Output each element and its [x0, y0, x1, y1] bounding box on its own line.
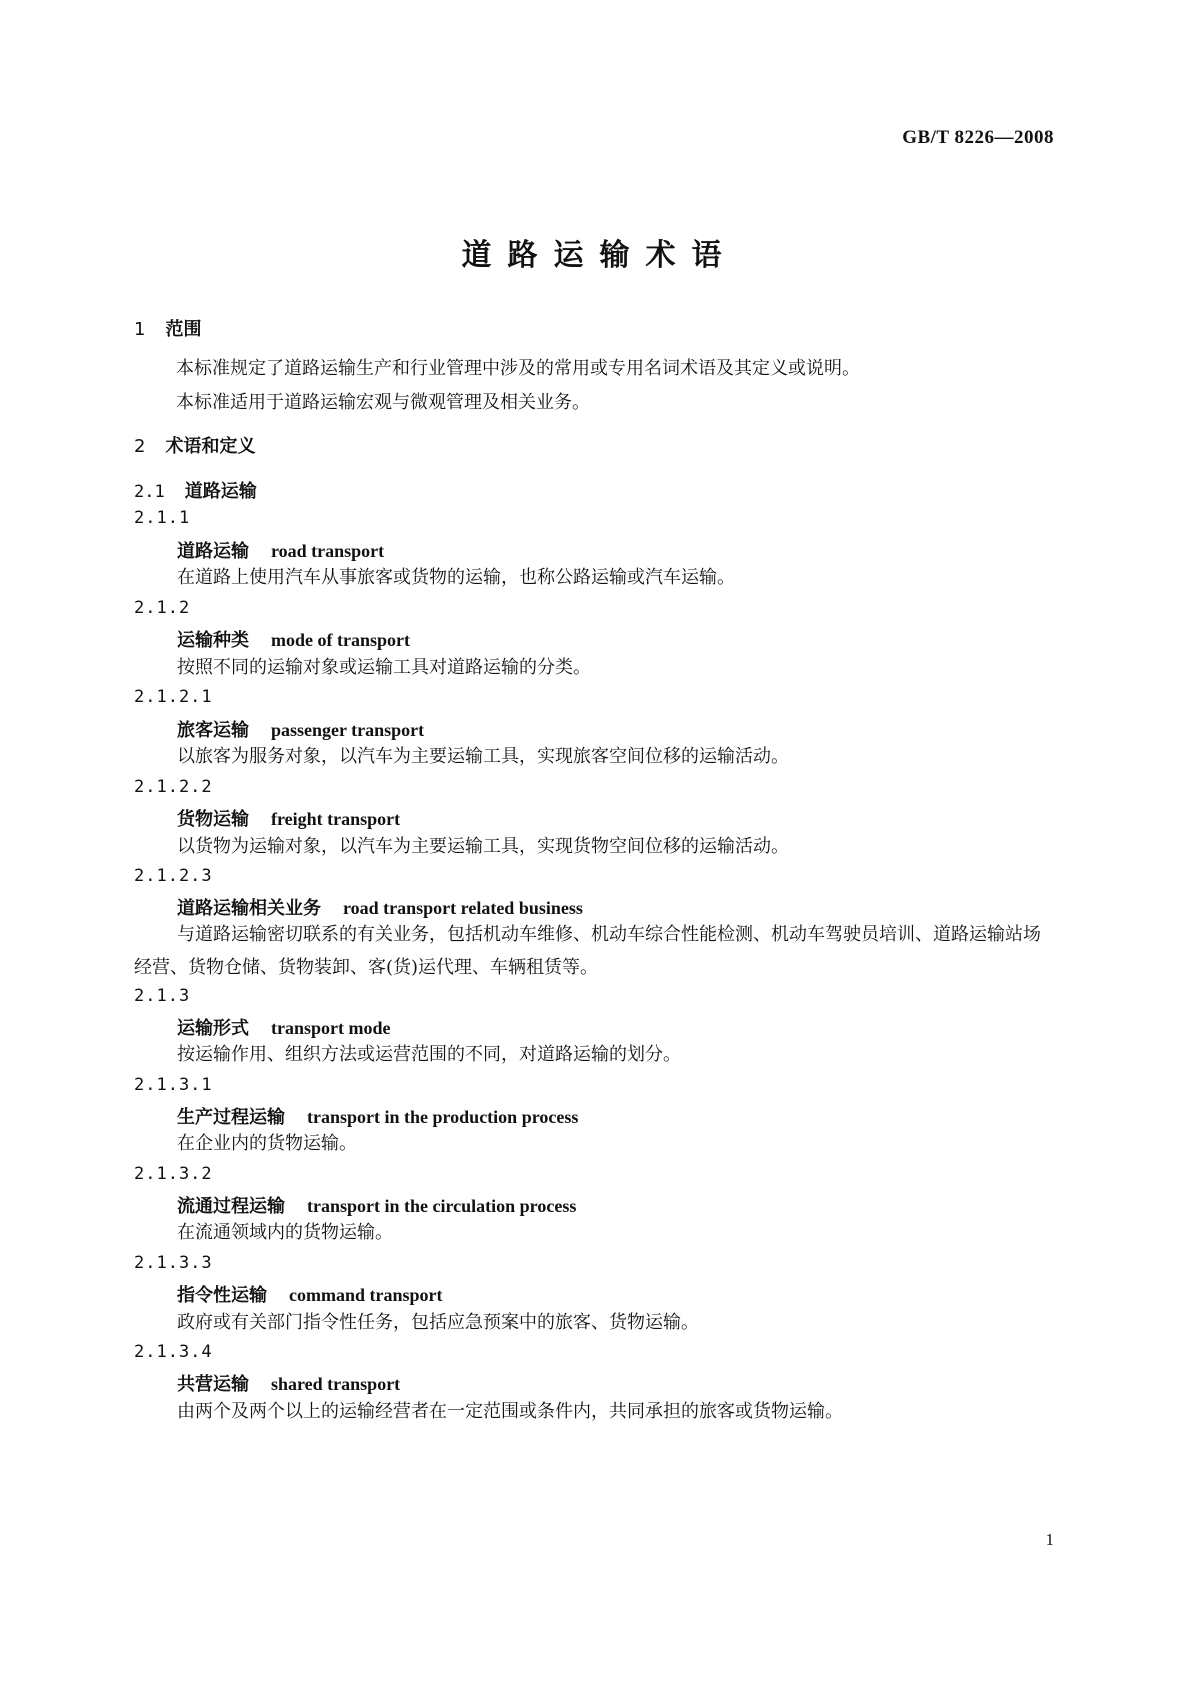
- term-definition: 按运输作用、组织方法或运营范围的不同，对道路运输的划分。: [177, 1044, 681, 1065]
- term-definition: 在企业内的货物运输。: [177, 1133, 357, 1154]
- term-zh: 生产过程运输: [177, 1107, 285, 1128]
- term-heading: [177, 537, 384, 563]
- term-number: 2.1.2.1: [134, 687, 213, 707]
- term-zh: 道路运输相关业务: [177, 898, 321, 919]
- term-en: mode of transport: [271, 630, 410, 650]
- term-zh: 货物运输: [177, 809, 249, 830]
- term-zh: 运输形式: [177, 1018, 249, 1039]
- term-number: 2.1.2.3: [134, 866, 213, 886]
- section-title: 范围: [165, 319, 202, 340]
- term-heading: [177, 716, 424, 742]
- subsection-heading: [134, 477, 257, 503]
- term-en: road transport: [271, 541, 385, 561]
- term-definition: 以旅客为服务对象，以汽车为主要运输工具，实现旅客空间位移的运输活动。: [177, 746, 789, 767]
- section-title: 术语和定义: [165, 436, 256, 457]
- term-number: 2.1.3.1: [134, 1075, 213, 1095]
- term-en: shared transport: [271, 1374, 401, 1394]
- term-zh: 旅客运输: [177, 720, 249, 741]
- term-en: transport in the production process: [307, 1107, 579, 1127]
- section-heading-scope: [134, 315, 201, 341]
- term-number: 2.1.2.2: [134, 777, 213, 797]
- term-heading: [177, 1281, 443, 1307]
- term-definition: 按照不同的运输对象或运输工具对道路运输的分类。: [177, 657, 591, 678]
- term-heading: [177, 1014, 391, 1040]
- term-en: freight transport: [271, 809, 401, 829]
- term-definition: 与道路运输密切联系的有关业务，包括机动车维修、机动车综合性能检测、机动车驾驶员培训、道路运输站场经营、货物仓储、货物装卸、客(货)运代理、车辆租赁等。: [134, 924, 1041, 978]
- term-zh: 道路运输: [177, 541, 249, 562]
- section-heading-terms: [134, 432, 255, 458]
- subsection-number: 2.1: [134, 482, 165, 502]
- term-zh: 运输种类: [177, 630, 249, 651]
- term-heading: [177, 1103, 578, 1129]
- page-number: 1: [1045, 1530, 1054, 1549]
- term-heading: [177, 626, 410, 652]
- scope-paragraph-2: 本标准适用于道路运输宏观与微观管理及相关业务。: [176, 392, 590, 413]
- term-definition: 在流通领域内的货物运输。: [177, 1222, 393, 1243]
- scope-paragraph-1: 本标准规定了道路运输生产和行业管理中涉及的常用或专用名词术语及其定义或说明。: [176, 358, 860, 379]
- term-zh: 流通过程运输: [177, 1196, 285, 1217]
- term-en: road transport related business: [343, 898, 583, 918]
- term-heading: [177, 894, 583, 920]
- standard-number: GB/T 8226—2008: [902, 127, 1054, 148]
- term-number: 2.1.3.4: [134, 1342, 213, 1362]
- document-title: 道路运输术语: [461, 238, 738, 273]
- section-number: 2: [134, 436, 146, 457]
- term-number: 2.1.3.2: [134, 1164, 213, 1184]
- term-heading: [177, 805, 400, 831]
- term-number: 2.1.1: [134, 508, 191, 528]
- term-definition: 在道路上使用汽车从事旅客或货物的运输，也称公路运输或汽车运输。: [177, 567, 735, 588]
- term-zh: 指令性运输: [177, 1285, 267, 1306]
- term-en: command transport: [289, 1285, 443, 1305]
- term-heading: [177, 1370, 400, 1396]
- term-zh: 共营运输: [177, 1374, 249, 1395]
- term-definition: 政府或有关部门指令性任务，包括应急预案中的旅客、货物运输。: [177, 1312, 699, 1333]
- term-en: transport in the circulation process: [307, 1196, 577, 1216]
- section-number: 1: [134, 319, 146, 340]
- term-en: passenger transport: [271, 720, 425, 740]
- term-number: 2.1.2: [134, 598, 191, 618]
- term-definition: 以货物为运输对象，以汽车为主要运输工具，实现货物空间位移的运输活动。: [177, 836, 789, 857]
- subsection-title: 道路运输: [184, 481, 257, 502]
- term-heading: [177, 1192, 576, 1218]
- term-number: 2.1.3.3: [134, 1253, 213, 1273]
- term-en: transport mode: [271, 1018, 391, 1038]
- term-definition: 由两个及两个以上的运输经营者在一定范围或条件内，共同承担的旅客或货物运输。: [177, 1401, 843, 1422]
- term-number: 2.1.3: [134, 986, 191, 1006]
